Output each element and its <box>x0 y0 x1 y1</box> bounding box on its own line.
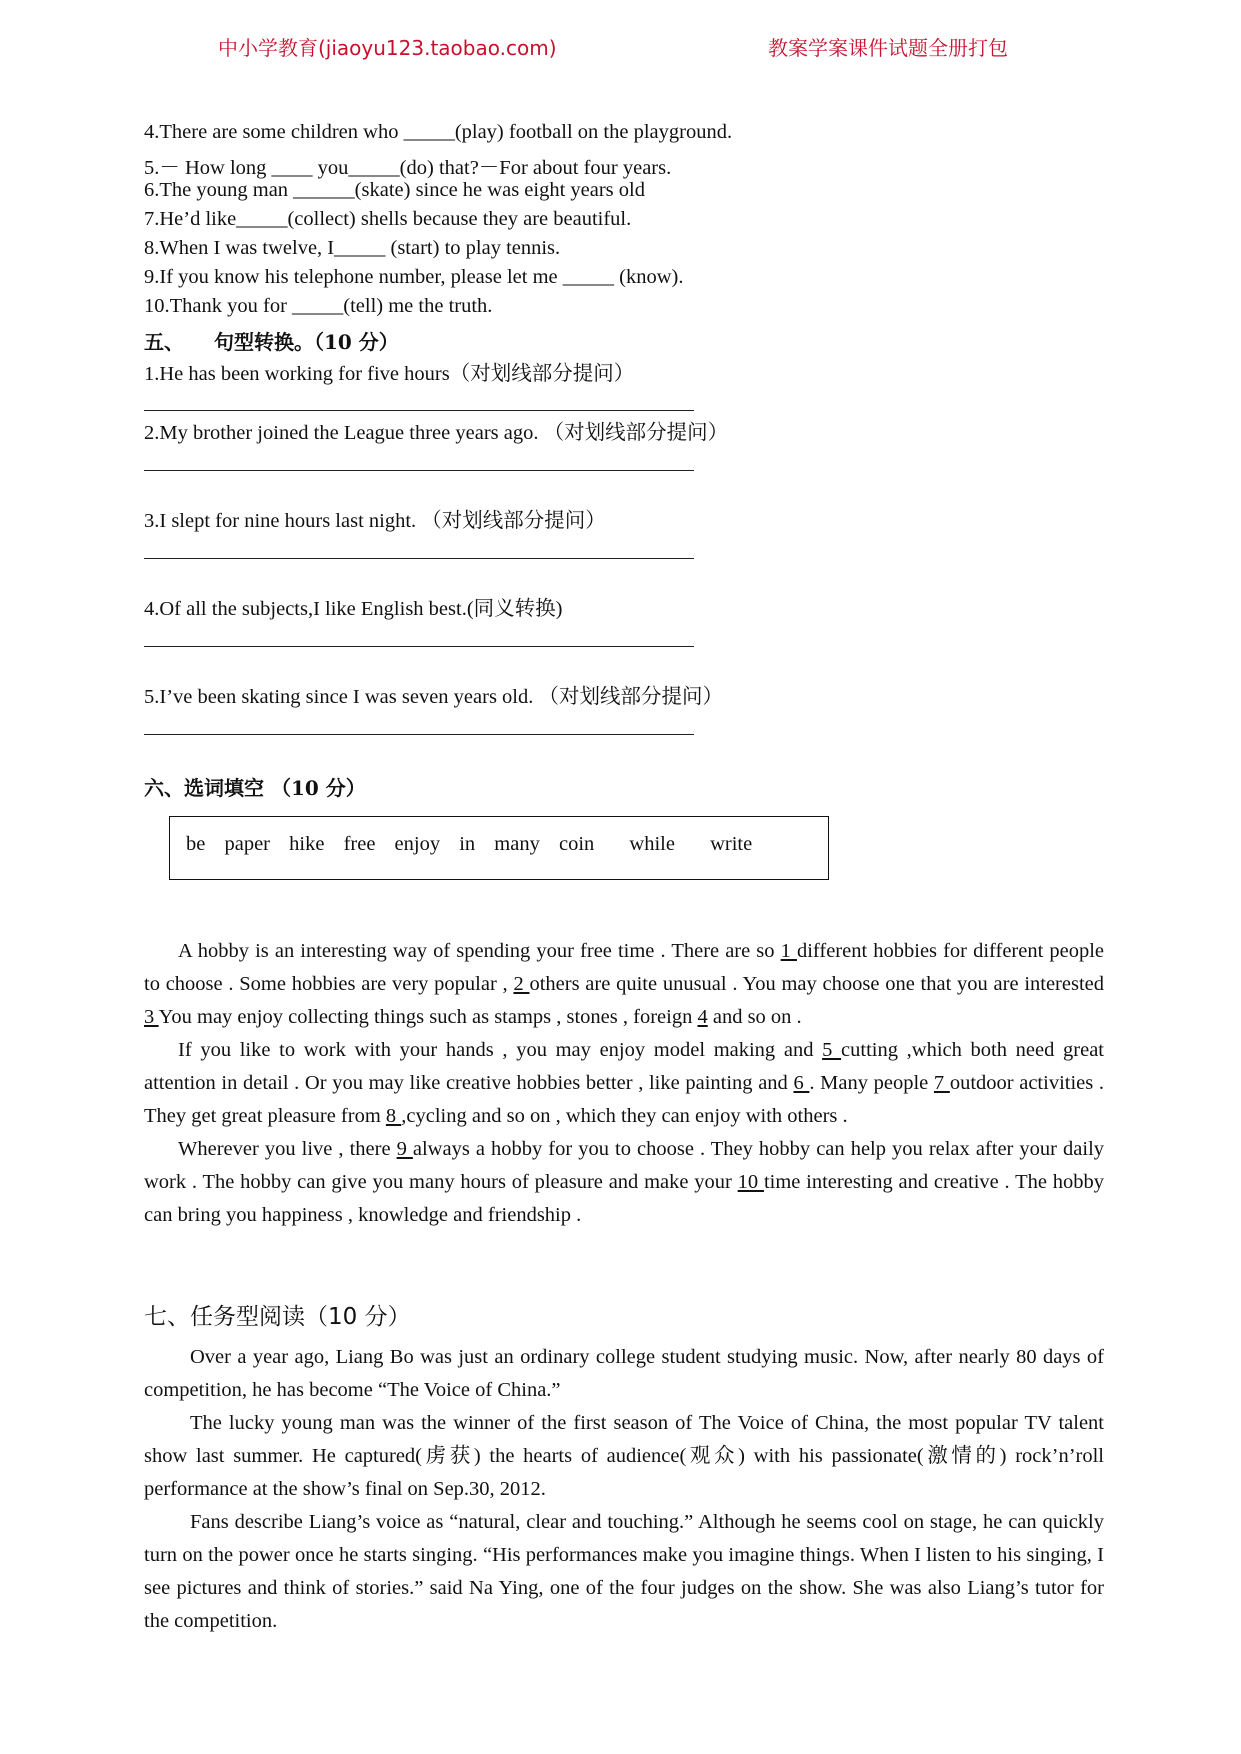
section-six-title: 六、选词填空 （10 分） <box>144 776 366 800</box>
blank-6: 6 <box>793 1072 810 1094</box>
passage-text: outdoor activities . They get great pleasure from <box>144 1072 1105 1127</box>
answer-line <box>144 558 694 559</box>
word-bank <box>186 833 766 856</box>
word-bank-word: enjoy <box>394 833 441 855</box>
header-left-text: 中小学教育(jiaoyu123.taobao.com) <box>218 36 557 60</box>
passage-text: cutting ,which both need great attention in detail . Or you may like creative hobbies better , like painting and <box>144 1039 1104 1094</box>
reading-passage <box>144 1341 1104 1638</box>
word-bank-word: coin <box>558 833 595 855</box>
passage-text: A hobby is an interesting way of spending your free time . There are so <box>178 940 781 962</box>
passage-text: If you like to work with your hands , you may enjoy model making and <box>178 1039 823 1061</box>
exercise-item: 7.He’d like_____(collect) shells because they are beautiful. <box>144 208 632 230</box>
reading-paragraph: Fans describe Liang’s voice as “natural, clear and touching.” Although he seems cool on stage, he can quickly turn on the power once he starts singing. “His performances make you imagine things. When I listen to his singing, I see pictures and think of stories.” said Na Ying, one of the four judges on the show. She was also Liang’s tutor for the competition. <box>144 1511 1104 1632</box>
transform-item: 3.I slept for nine hours last night. （对划线部分提问） <box>144 510 606 532</box>
word-bank-word: many <box>494 833 540 855</box>
passage-text: different hobbies for different people to choose . Some hobbies are very popular , <box>144 940 1105 995</box>
answer-line <box>144 410 694 411</box>
word-bank-word: write <box>710 833 753 855</box>
passage-text: Wherever you live , there <box>178 1138 397 1160</box>
exercise-item: 9.If you know his telephone number, please let me _____ (know). <box>144 266 684 288</box>
word-bank-word: in <box>459 833 476 855</box>
transform-item: 4.Of all the subjects,I like English best.(同义转换) <box>144 598 563 620</box>
passage-text: ,cycling and so on , which they can enjoy with others . <box>401 1105 848 1127</box>
section-seven-title: 七、任务型阅读（10 分） <box>144 1304 411 1330</box>
transform-item: 5.I’ve been skating since I was seven years old. （对划线部分提问） <box>144 686 723 708</box>
cloze-paragraph-3 <box>144 1133 1104 1232</box>
exercise-item: 6.The young man ______(skate) since he was eight years old <box>144 179 645 201</box>
cloze-paragraph-2 <box>144 1034 1104 1133</box>
passage-text: time interesting and creative . The hobby can bring you happiness , knowledge and friendship . <box>144 1171 1104 1226</box>
blank-2: 2 <box>513 973 530 995</box>
passage-text: always a hobby for you to choose . They hobby can help you relax after your daily work . The hobby can give you many hours of pleasure and make your <box>144 1138 1105 1193</box>
word-bank-word: be <box>186 833 206 855</box>
blank-3: 3 <box>144 1006 159 1028</box>
transform-item: 1.He has been working for five hours（对划线部分提问） <box>144 363 635 385</box>
blank-7: 7 <box>933 1072 950 1094</box>
transform-item: 2.My brother joined the League three years ago. （对划线部分提问） <box>144 422 729 444</box>
passage-text: others are quite unusual . You may choose one that you are interested <box>529 973 1105 995</box>
exercise-item: 5.－ How long ____ you_____(do) that?－For about four years. <box>144 157 672 179</box>
reading-paragraph: Over a year ago, Liang Bo was just an ordinary college student studying music. Now, after nearly 80 days of competition, he has become “The Voice of China.” <box>144 1346 1104 1401</box>
blank-8: 8 <box>385 1105 402 1127</box>
answer-line <box>144 470 694 471</box>
passage-text: You may enjoy collecting things such as stamps , stones , foreign <box>158 1006 698 1028</box>
header-right-text: 教案学案课件试题全册打包 <box>768 36 1008 60</box>
exercise-item: 10.Thank you for _____(tell) me the truth. <box>144 295 493 317</box>
word-bank-word: free <box>343 833 376 855</box>
cloze-passage <box>144 935 1104 1232</box>
exercise-item: 8.When I was twelve, I_____ (start) to play tennis. <box>144 237 561 259</box>
word-bank-word: hike <box>289 833 325 855</box>
cloze-paragraph-1 <box>144 935 1104 1034</box>
passage-text: and so on . <box>707 1006 802 1028</box>
blank-1: 1 <box>780 940 797 962</box>
word-bank-word: while <box>629 833 675 855</box>
blank-9: 9 <box>396 1138 413 1160</box>
answer-line <box>144 734 694 735</box>
blank-4: 4 <box>697 1006 708 1028</box>
word-bank-word: paper <box>224 833 271 855</box>
blank-5: 5 <box>822 1039 842 1061</box>
reading-paragraph: The lucky young man was the winner of the first season of The Voice of China, the most popular TV talent show last summer. He captured(虏获) the hearts of audience(观众) with his passionate(激情的) rock’n’roll performance at the show’s final on Sep.30, 2012. <box>144 1412 1104 1500</box>
blank-10: 10 <box>737 1171 764 1193</box>
section-five-title: 五、 句型转换。（10 分） <box>144 330 399 354</box>
passage-text: . Many people <box>809 1072 934 1094</box>
exercise-item: 4.There are some children who _____(play) football on the playground. <box>144 121 733 143</box>
answer-line <box>144 646 694 647</box>
